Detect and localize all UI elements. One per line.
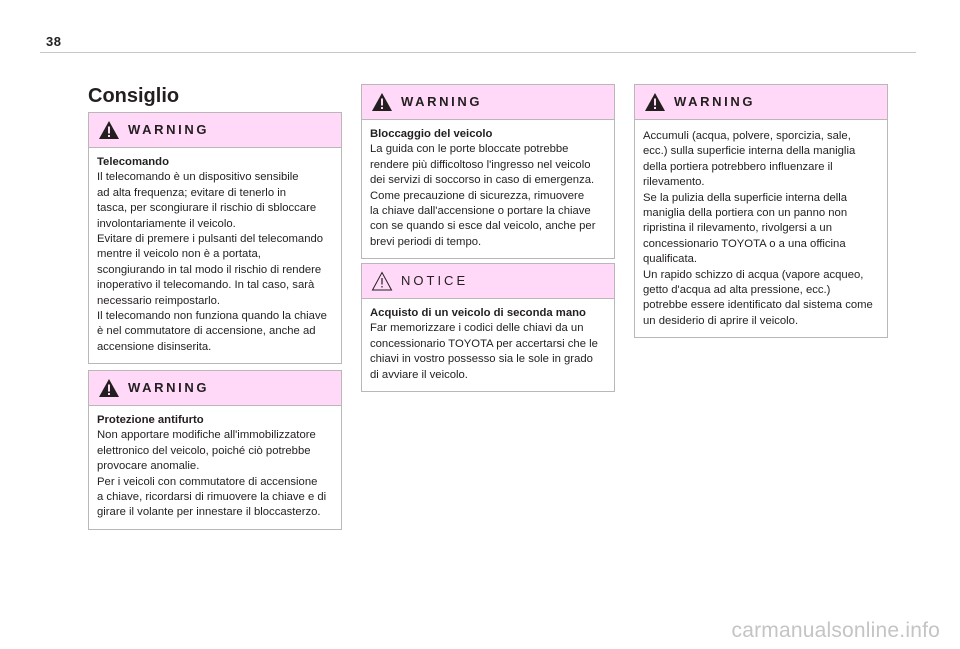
warning-label: WARNING	[128, 122, 210, 137]
warning-box-body	[89, 148, 341, 363]
warning-triangle-icon	[98, 378, 120, 398]
warning-box-body	[362, 120, 614, 258]
warning-text: Il telecomando è un dispositivo sensibile ad alta frequenza; evitare di tenerlo in tasca, per scongiurare il rischio di sbloccare involontariamente il veicolo. Evitare di premere i pulsanti del telecomando mentre il veicolo non è a portata, scongiurando in tal modo il rischio di rendere inoperativo il telecomando. In tal caso, sarà necessario reimpostarlo. Il telecomando non funziona quando la chiave è nel commutatore di accensione, anche ad accensione disinserita.	[97, 171, 327, 353]
notice-label: NOTICE	[401, 273, 469, 288]
warning-subtitle: Telecomando	[97, 156, 169, 168]
warning-box-maniglia	[634, 84, 888, 338]
warning-triangle-icon	[371, 92, 393, 112]
notice-subtitle: Acquisto di un veicolo di seconda mano	[370, 307, 586, 319]
warning-box-body	[635, 120, 887, 337]
page-number: 38	[46, 34, 62, 49]
warning-label: WARNING	[401, 94, 483, 109]
notice-box-seconda-mano	[361, 263, 615, 392]
section-title: Consiglio	[88, 85, 180, 107]
warning-box-bloccaggio	[361, 84, 615, 259]
warning-triangle-icon	[644, 92, 666, 112]
warning-subtitle: Protezione antifurto	[97, 414, 204, 426]
notice-box-body	[362, 299, 614, 391]
warning-box-telecomando	[88, 112, 342, 364]
warning-text: Non apportare modifiche all'immobilizzatore elettronico del veicolo, poiché ciò potrebbe provocare anomalie. Per i veicoli con commutatore di accensione a chiave, ricordarsi di rimuovere la chiave e di girare il volante per innestare il bloccasterzo.	[97, 429, 327, 519]
header-rule	[40, 52, 916, 53]
warning-text: La guida con le porte bloccate potrebbe rendere più difficoltoso l'ingresso nel veicolo dei servizi di soccorso in caso di emergenza. Come precauzione di sicurezza, rimuovere la chiave dall'accensione o portare la chiave con se quando si esce dal veicolo, anche per brevi periodi di tempo.	[370, 143, 596, 248]
notice-text: Far memorizzare i codici delle chiavi da un concessionario TOYOTA per accertarsi che le chiavi in vostro possesso sia le sole in grado di avviare il veicolo.	[370, 322, 598, 381]
warning-box-header	[362, 85, 614, 120]
watermark-logo: carmanualsonline.info	[731, 619, 940, 642]
warning-triangle-icon	[98, 120, 120, 140]
warning-box-header	[89, 113, 341, 148]
notice-triangle-icon	[371, 271, 393, 291]
warning-box-header	[89, 371, 341, 406]
warning-box-header	[635, 85, 887, 120]
warning-label: WARNING	[128, 380, 210, 395]
warning-box-antifurto	[88, 370, 342, 530]
warning-text: Accumuli (acqua, polvere, sporcizia, sale, ecc.) sulla superficie interna della maniglia della portiera potrebbero influenzare il rilevamento. Se la pulizia della superficie interna della maniglia della portiera con un panno non ripristina il rilevamento, rivolgersi a un concessionario TOYOTA o a una officina qualificata. Un rapido schizzo di acqua (vapore acqueo, getto d'acqua ad alta pressione, ecc.) potrebbe essere identificato dal sistema come un desiderio di aprire il veicolo.	[643, 130, 873, 327]
warning-subtitle: Bloccaggio del veicolo	[370, 128, 493, 140]
notice-box-header	[362, 264, 614, 299]
warning-box-body	[89, 406, 341, 529]
warning-label: WARNING	[674, 94, 756, 109]
